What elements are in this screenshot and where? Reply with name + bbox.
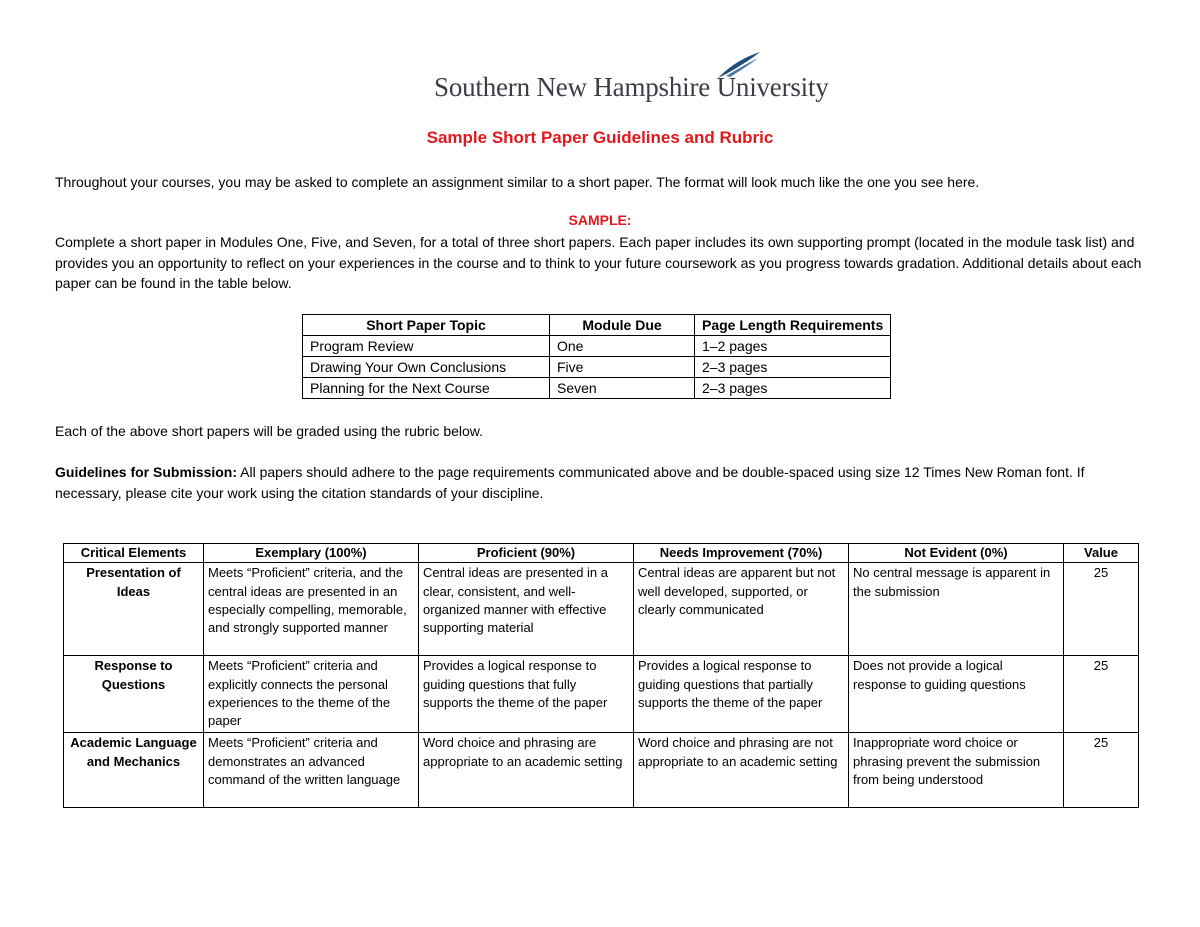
table-cell: Five [550, 357, 695, 378]
table-cell: 2–3 pages [695, 357, 891, 378]
rubric-cell: Provides a logical response to guiding questions that fully supports the theme of the paper [419, 656, 634, 733]
value-cell: 25 [1064, 656, 1139, 733]
rubric-cell: Word choice and phrasing are not appropriate to an academic setting [634, 733, 849, 808]
column-header: Not Evident (0%) [849, 544, 1064, 563]
value-cell: 25 [1064, 563, 1139, 656]
logo-wordmark: Southern New Hampshire University [434, 72, 829, 102]
critical-element: Response to Questions [64, 656, 204, 733]
rubric-cell: No central message is apparent in the submission [849, 563, 1064, 656]
rubric-cell: Meets “Proficient” criteria, and the central ideas are presented in an especially compelling, memorable, and strongly supported manner [204, 563, 419, 656]
short-paper-topics-table [302, 314, 891, 399]
critical-element: Presentation of Ideas [64, 563, 204, 656]
column-header: Module Due [550, 315, 695, 336]
table-cell: Drawing Your Own Conclusions [303, 357, 550, 378]
table-row [303, 336, 891, 357]
graded-note: Each of the above short papers will be graded using the rubric below. [55, 423, 484, 439]
column-header: Proficient (90%) [419, 544, 634, 563]
grading-rubric-table [63, 543, 1139, 808]
rubric-cell: Inappropriate word choice or phrasing prevent the submission from being understood [849, 733, 1064, 808]
sample-paragraph: Complete a short paper in Modules One, Five, and Seven, for a total of three short papers. Each paper includes its own supporting prompt (located in the module task list) and provides you an opportunity to reflect on your experiences in the course and to think to your future coursework as you progress towards gradation. Additional details about each paper can be found in the table below. [55, 234, 1142, 291]
rubric-cell: Central ideas are apparent but not well developed, supported, or clearly communicated [634, 563, 849, 656]
table-header-row [303, 315, 891, 336]
rubric-cell: Word choice and phrasing are appropriate to an academic setting [419, 733, 634, 808]
guidelines-label: Guidelines for Submission: [55, 464, 238, 480]
feather-icon [716, 50, 762, 80]
table-cell: Planning for the Next Course [303, 378, 550, 399]
rubric-row [64, 563, 1139, 656]
sample-label: SAMPLE: [568, 212, 632, 228]
table-cell: 1–2 pages [695, 336, 891, 357]
table-cell: Seven [550, 378, 695, 399]
rubric-row [64, 656, 1139, 733]
table-cell: Program Review [303, 336, 550, 357]
rubric-cell: Does not provide a logical response to guiding questions [849, 656, 1064, 733]
column-header: Short Paper Topic [303, 315, 550, 336]
table-cell: One [550, 336, 695, 357]
column-header: Exemplary (100%) [204, 544, 419, 563]
table-row [303, 378, 891, 399]
rubric-cell: Meets “Proficient” criteria and explicitly connects the personal experiences to the theme of the paper [204, 656, 419, 733]
guidelines-text: All papers should adhere to the page requirements communicated above and be double-spaced using size 12 Times New Roman font. If necessary, please cite your work using the citation standards of your discipline. [55, 464, 1085, 501]
rubric-cell: Central ideas are presented in a clear, consistent, and well-organized manner with effective supporting material [419, 563, 634, 656]
intro-paragraph: Throughout your courses, you may be asked to complete an assignment similar to a short paper. The format will look much like the one you see here. [55, 174, 980, 190]
rubric-row [64, 733, 1139, 808]
rubric-cell: Meets “Proficient” criteria and demonstrates an advanced command of the written language [204, 733, 419, 808]
column-header: Page Length Requirements [695, 315, 891, 336]
value-cell: 25 [1064, 733, 1139, 808]
guidelines-paragraph [55, 462, 1145, 503]
critical-element: Academic Language and Mechanics [64, 733, 204, 808]
page-title: Sample Short Paper Guidelines and Rubric [426, 128, 774, 147]
column-header: Needs Improvement (70%) [634, 544, 849, 563]
table-cell: 2–3 pages [695, 378, 891, 399]
rubric-header-row [64, 544, 1139, 563]
table-row [303, 357, 891, 378]
rubric-cell: Provides a logical response to guiding questions that partially supports the theme of the paper [634, 656, 849, 733]
column-header: Critical Elements [64, 544, 204, 563]
university-logo [434, 50, 829, 110]
column-header: Value [1064, 544, 1139, 563]
